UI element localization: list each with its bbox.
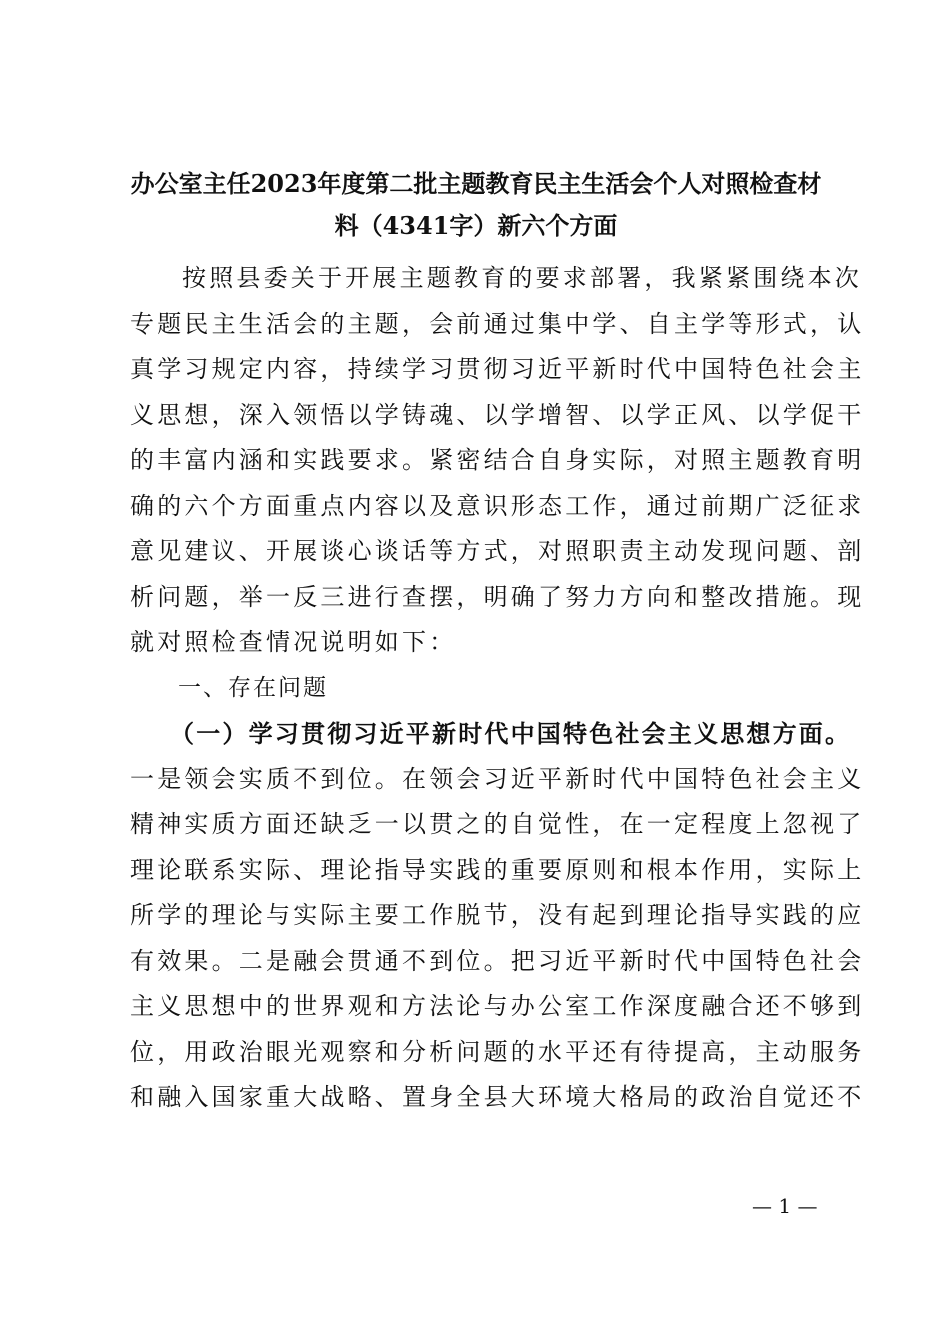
intro-paragraph-line: 义思想，深入领悟以学铸魂、以学增智、以学正风、以学促干 bbox=[130, 400, 865, 429]
subsection-heading: （一）学习贯彻习近平新时代中国特色社会主义思想方面。 bbox=[170, 719, 852, 748]
intro-paragraph-line: 确的六个方面重点内容以及意识形态工作，通过前期广泛征求 bbox=[130, 491, 865, 520]
section-paragraph-line: 有效果。二是融会贯通不到位。把习近平新时代中国特色社会 bbox=[130, 946, 865, 975]
section-paragraph-line: 一是领会实质不到位。在领会习近平新时代中国特色社会主义 bbox=[130, 764, 865, 793]
title-line: 料（4341字）新六个方面 bbox=[334, 211, 618, 240]
intro-paragraph-line: 析问题，举一反三进行查摆，明确了努力方向和整改措施。现 bbox=[130, 582, 865, 611]
intro-paragraph-line: 真学习规定内容，持续学习贯彻习近平新时代中国特色社会主 bbox=[130, 355, 865, 383]
section-paragraph-line: 主义思想中的世界观和方法论与办公室工作深度融合还不够到 bbox=[130, 992, 865, 1020]
title-line: 办公室主任2023年度第二批主题教育民主生活会个人对照检查材 bbox=[130, 169, 822, 198]
section-paragraph-line: 精神实质方面还缺乏一以贯之的自觉性，在一定程度上忽视了 bbox=[130, 810, 865, 838]
document-title bbox=[120, 163, 832, 247]
section-paragraph-line: 位，用政治眼光观察和分析问题的水平还有待提高，主动服务 bbox=[130, 1037, 865, 1066]
intro-paragraph-line: 专题民主生活会的主题，会前通过集中学、自主学等形式，认 bbox=[130, 309, 865, 338]
section-heading: 一、存在问题 bbox=[178, 674, 328, 701]
section-paragraph-line: 和融入国家重大战略、置身全县大环境大格局的政治自觉还不 bbox=[130, 1083, 865, 1111]
section-paragraph-line: 理论联系实际、理论指导实践的重要原则和根本作用，实际上 bbox=[130, 855, 865, 884]
section-paragraph-line: 所学的理论与实际主要工作脱节，没有起到理论指导实践的应 bbox=[130, 901, 865, 929]
intro-paragraph-line: 的丰富内涵和实践要求。紧密结合自身实际，对照主题教育明 bbox=[130, 446, 865, 474]
intro-paragraph-line: 就对照检查情况说明如下： bbox=[130, 628, 457, 656]
intro-paragraph-line: 按照县委关于开展主题教育的要求部署，我紧紧围绕本次 bbox=[182, 264, 862, 292]
intro-paragraph-line: 意见建议、开展谈心谈话等方式，对照职责主动发现问题、剖 bbox=[130, 537, 865, 565]
page-number: — 1 — bbox=[752, 1194, 818, 1218]
document-body bbox=[130, 256, 865, 1121]
